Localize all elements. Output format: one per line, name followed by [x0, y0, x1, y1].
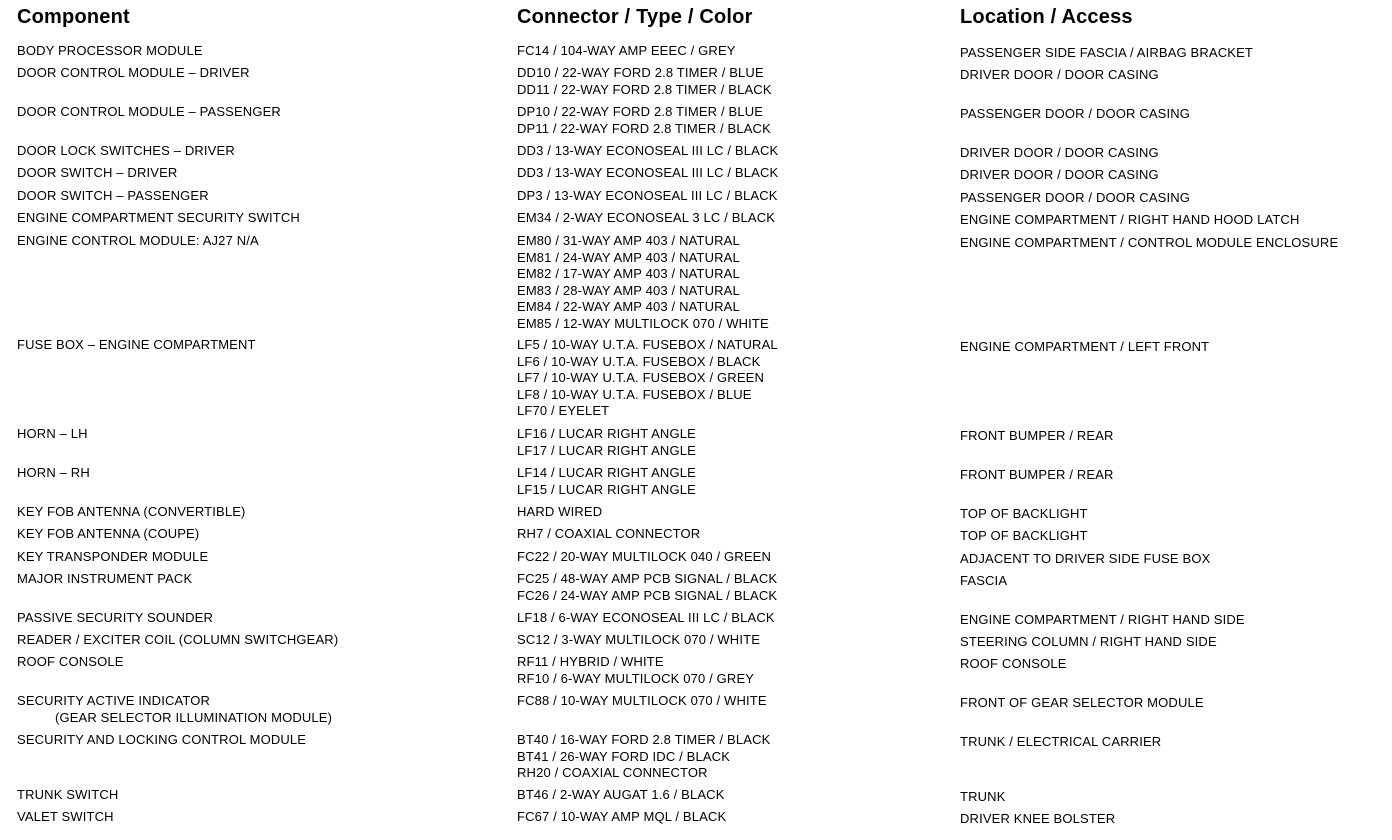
- connector-spec: DP3 / 13-WAY ECONOSEAL III LC / BLACK: [517, 188, 778, 203]
- header-connector: Connector / Type / Color: [517, 6, 753, 28]
- location-cell: ENGINE COMPARTMENT / RIGHT HAND HOOD LATCH: [960, 212, 1300, 227]
- component-name: ENGINE CONTROL MODULE: AJ27 N/A: [17, 233, 259, 248]
- connector-cell: [517, 165, 778, 182]
- connector-spec: FC25 / 48-WAY AMP PCB SIGNAL / BLACK: [517, 571, 778, 586]
- location-cell: STEERING COLUMN / RIGHT HAND SIDE: [960, 634, 1217, 649]
- component-name: PASSIVE SECURITY SOUNDER: [17, 610, 213, 625]
- connector-spec: DD3 / 13-WAY ECONOSEAL III LC / BLACK: [517, 143, 779, 158]
- connector-spec: FC14 / 104-WAY AMP EEEC / GREY: [517, 43, 736, 58]
- component-name: BODY PROCESSOR MODULE: [17, 43, 203, 58]
- header-component: Component: [17, 6, 130, 28]
- component-name: ROOF CONSOLE: [17, 654, 124, 669]
- connector-spec: SC12 / 3-WAY MULTILOCK 070 / WHITE: [517, 632, 761, 647]
- location-cell: FRONT BUMPER / REAR: [960, 467, 1114, 482]
- location-cell: ENGINE COMPARTMENT / RIGHT HAND SIDE: [960, 612, 1245, 627]
- connector-cell: [517, 143, 778, 160]
- component-cell: [17, 693, 332, 726]
- connector-spec: RF11 / HYBRID / WHITE: [517, 654, 664, 669]
- location-cell: FASCIA: [960, 573, 1008, 588]
- connector-spec: RH20 / COAXIAL CONNECTOR: [517, 765, 708, 781]
- connector-spec: DD3 / 13-WAY ECONOSEAL III LC / BLACK: [517, 165, 779, 180]
- connector-spec: LF6 / 10-WAY U.T.A. FUSEBOX / BLACK: [517, 353, 761, 369]
- component-name: SECURITY AND LOCKING CONTROL MODULE: [17, 732, 307, 747]
- connector-cell: [517, 610, 775, 627]
- location-cell: PASSENGER SIDE FASCIA / AIRBAG BRACKET: [960, 45, 1253, 60]
- connector-cell: [517, 693, 767, 710]
- connector-spec: EM34 / 2-WAY ECONOSEAL 3 LC / BLACK: [517, 210, 776, 225]
- connector-spec: LF14 / LUCAR RIGHT ANGLE: [517, 465, 696, 480]
- location-cell: ROOF CONSOLE: [960, 656, 1067, 671]
- location-cell: DRIVER DOOR / DOOR CASING: [960, 67, 1159, 82]
- component-cell: [17, 210, 300, 227]
- component-cell: [17, 809, 114, 826]
- location-cell: DRIVER DOOR / DOOR CASING: [960, 145, 1159, 160]
- component-name: READER / EXCITER COIL (COLUMN SWITCHGEAR): [17, 632, 339, 647]
- connector-cell: [517, 465, 696, 498]
- component-name: KEY FOB ANTENNA (CONVERTIBLE): [17, 504, 246, 519]
- connector-spec: EM85 / 12-WAY MULTILOCK 070 / WHITE: [517, 315, 769, 331]
- connector-spec: RH7 / COAXIAL CONNECTOR: [517, 526, 701, 541]
- component-name: DOOR CONTROL MODULE – PASSENGER: [17, 104, 281, 119]
- location-cell: DRIVER KNEE BOLSTER: [960, 811, 1116, 826]
- connector-cell: [517, 337, 778, 420]
- component-cell: [17, 143, 235, 160]
- connector-spec: LF7 / 10-WAY U.T.A. FUSEBOX / GREEN: [517, 370, 765, 386]
- connector-spec: LF15 / LUCAR RIGHT ANGLE: [517, 481, 696, 497]
- connector-cell: [517, 233, 769, 333]
- component-cell: [17, 571, 192, 588]
- connector-cell: [517, 787, 725, 804]
- connector-spec: LF8 / 10-WAY U.T.A. FUSEBOX / BLUE: [517, 386, 752, 402]
- component-cell: [17, 787, 118, 804]
- connector-spec: EM82 / 17-WAY AMP 403 / NATURAL: [517, 266, 740, 282]
- connector-cell: [517, 210, 775, 227]
- component-cell: [17, 188, 209, 205]
- connector-spec: EM80 / 31-WAY AMP 403 / NATURAL: [517, 233, 740, 248]
- location-cell: FRONT BUMPER / REAR: [960, 428, 1114, 443]
- connector-cell: [517, 504, 602, 521]
- connector-spec: RF10 / 6-WAY MULTILOCK 070 / GREY: [517, 670, 755, 686]
- component-cell: [17, 426, 88, 443]
- component-name: MAJOR INSTRUMENT PACK: [17, 571, 193, 586]
- component-cell: [17, 165, 177, 182]
- component-name: HORN – LH: [17, 426, 88, 441]
- component-name: DOOR CONTROL MODULE – DRIVER: [17, 65, 250, 80]
- connector-spec: FC26 / 24-WAY AMP PCB SIGNAL / BLACK: [517, 587, 778, 603]
- component-cell: [17, 732, 306, 749]
- location-cell: TRUNK / ELECTRICAL CARRIER: [960, 734, 1162, 749]
- connector-spec: LF5 / 10-WAY U.T.A. FUSEBOX / NATURAL: [517, 337, 778, 352]
- component-name: (GEAR SELECTOR ILLUMINATION MODULE): [55, 709, 333, 725]
- component-cell: [17, 337, 256, 354]
- location-cell: PASSENGER DOOR / DOOR CASING: [960, 106, 1191, 121]
- component-cell: [17, 465, 90, 482]
- connector-spec: DP11 / 22-WAY FORD 2.8 TIMER / BLACK: [517, 120, 771, 136]
- component-name: ENGINE COMPARTMENT SECURITY SWITCH: [17, 210, 300, 225]
- component-name: FUSE BOX – ENGINE COMPARTMENT: [17, 337, 256, 352]
- location-cell: TOP OF BACKLIGHT: [960, 506, 1088, 521]
- component-cell: [17, 233, 259, 250]
- location-cell: TOP OF BACKLIGHT: [960, 528, 1088, 543]
- component-cell: [17, 65, 250, 82]
- connector-spec: DD11 / 22-WAY FORD 2.8 TIMER / BLACK: [517, 81, 772, 97]
- location-cell: ENGINE COMPARTMENT / LEFT FRONT: [960, 339, 1210, 354]
- connector-cell: [517, 549, 771, 566]
- component-cell: [17, 549, 208, 566]
- connector-spec: LF70 / EYELET: [517, 403, 610, 419]
- connector-spec: FC67 / 10-WAY AMP MQL / BLACK: [517, 809, 727, 824]
- component-name: DOOR SWITCH – DRIVER: [17, 165, 178, 180]
- connector-spec: LF18 / 6-WAY ECONOSEAL III LC / BLACK: [517, 610, 775, 625]
- connector-spec: BT41 / 26-WAY FORD IDC / BLACK: [517, 748, 731, 764]
- connector-spec: DD10 / 22-WAY FORD 2.8 TIMER / BLUE: [517, 65, 764, 80]
- component-cell: [17, 504, 246, 521]
- component-cell: [17, 610, 213, 627]
- connector-spec: BT40 / 16-WAY FORD 2.8 TIMER / BLACK: [517, 732, 771, 747]
- component-name: HORN – RH: [17, 465, 90, 480]
- connector-spec: BT46 / 2-WAY AUGAT 1.6 / BLACK: [517, 787, 725, 802]
- connector-spec: EM83 / 28-WAY AMP 403 / NATURAL: [517, 282, 740, 298]
- connector-spec: FC88 / 10-WAY MULTILOCK 070 / WHITE: [517, 693, 767, 708]
- connector-cell: [517, 43, 736, 60]
- component-cell: [17, 43, 203, 60]
- component-name: TRUNK SWITCH: [17, 787, 119, 802]
- connector-spec: FC22 / 20-WAY MULTILOCK 040 / GREEN: [517, 549, 772, 564]
- connector-spec: LF16 / LUCAR RIGHT ANGLE: [517, 426, 696, 441]
- component-name: KEY TRANSPONDER MODULE: [17, 549, 209, 564]
- connector-spec: LF17 / LUCAR RIGHT ANGLE: [517, 442, 696, 458]
- connector-cell: [517, 732, 770, 782]
- component-cell: [17, 104, 281, 121]
- header-location: Location / Access: [960, 6, 1133, 28]
- location-cell: PASSENGER DOOR / DOOR CASING: [960, 190, 1191, 205]
- connector-cell: [517, 65, 772, 98]
- connector-cell: [517, 526, 700, 543]
- location-cell: DRIVER DOOR / DOOR CASING: [960, 167, 1159, 182]
- location-cell: FRONT OF GEAR SELECTOR MODULE: [960, 695, 1204, 710]
- component-cell: [17, 526, 199, 543]
- connector-cell: [517, 809, 726, 826]
- component-name: DOOR SWITCH – PASSENGER: [17, 188, 209, 203]
- connector-cell: [517, 188, 778, 205]
- component-name: DOOR LOCK SWITCHES – DRIVER: [17, 143, 235, 158]
- connector-spec: DP10 / 22-WAY FORD 2.8 TIMER / BLUE: [517, 104, 764, 119]
- location-cell: ENGINE COMPARTMENT / CONTROL MODULE ENCLOSURE: [960, 235, 1339, 250]
- connector-cell: [517, 104, 771, 137]
- connector-cell: [517, 426, 696, 459]
- component-cell: [17, 632, 338, 649]
- connector-spec: HARD WIRED: [517, 504, 603, 519]
- connector-spec: EM81 / 24-WAY AMP 403 / NATURAL: [517, 249, 740, 265]
- component-name: VALET SWITCH: [17, 809, 114, 824]
- connector-cell: [517, 571, 777, 604]
- connector-spec: EM84 / 22-WAY AMP 403 / NATURAL: [517, 299, 740, 315]
- connector-cell: [517, 632, 760, 649]
- component-cell: [17, 654, 124, 671]
- location-cell: TRUNK: [960, 789, 1006, 804]
- component-name: SECURITY ACTIVE INDICATOR: [17, 693, 211, 708]
- connector-cell: [517, 654, 754, 687]
- location-cell: ADJACENT TO DRIVER SIDE FUSE BOX: [960, 551, 1211, 566]
- component-name: KEY FOB ANTENNA (COUPE): [17, 526, 200, 541]
